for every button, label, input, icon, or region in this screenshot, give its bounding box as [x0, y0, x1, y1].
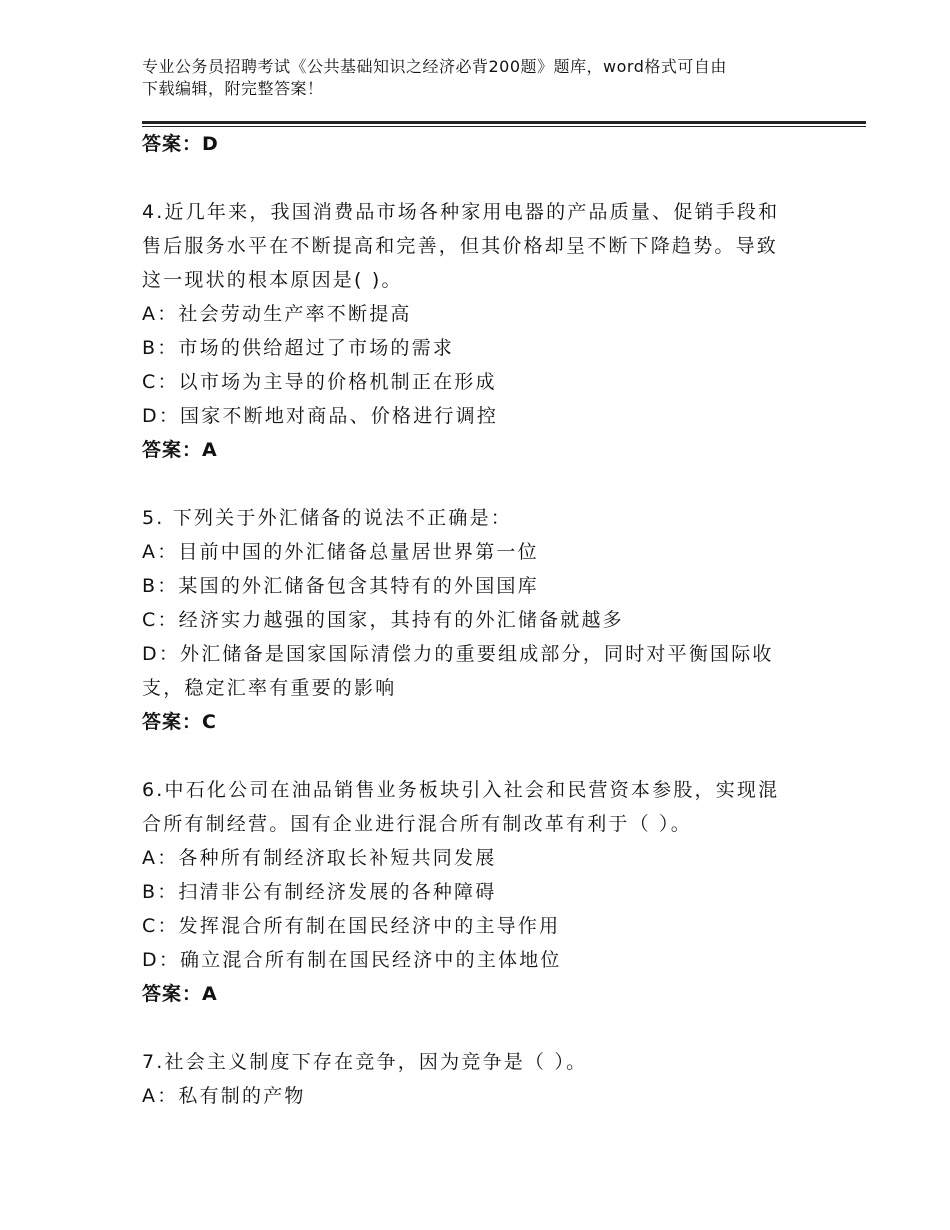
- option-a: A：各种所有制经济取长补短共同发展: [142, 847, 497, 869]
- document-header: [142, 56, 802, 100]
- question-stem-line: 6.中石化公司在油品销售业务板块引入社会和民营资本参股，实现混: [142, 779, 780, 801]
- option-a: A：目前中国的外汇储备总量居世界第一位: [142, 541, 539, 563]
- answer-q3: 答案：D: [142, 133, 219, 155]
- option-c: C：以市场为主导的价格机制正在形成: [142, 371, 497, 393]
- option-a: A：私有制的产物: [142, 1085, 306, 1107]
- header-line-1: 专业公务员招聘考试《公共基础知识之经济必背200题》题库，word格式可自由: [142, 57, 727, 76]
- spacer: [142, 739, 832, 773]
- option-d-continued: 支，稳定汇率有重要的影响: [142, 677, 397, 699]
- question-4: [142, 195, 832, 467]
- option-b: B：市场的供给超过了市场的需求: [142, 337, 455, 359]
- header-divider-thick: [142, 121, 866, 124]
- option-d: D：确立混合所有制在国民经济中的主体地位: [142, 949, 562, 971]
- question-stem-line: 7.社会主义制度下存在竞争，因为竞争是（ ）。: [142, 1051, 588, 1073]
- option-b: B：扫清非公有制经济发展的各种障碍: [142, 881, 497, 903]
- question-stem-line: 合所有制经营。国有企业进行混合所有制改革有利于（ ）。: [142, 813, 692, 835]
- spacer: [142, 161, 832, 195]
- option-d: D：国家不断地对商品、价格进行调控: [142, 405, 499, 427]
- question-stem-line: 售后服务水平在不断提高和完善，但其价格却呈不断下降趋势。导致: [142, 235, 779, 257]
- answer-q5: 答案：C: [142, 711, 217, 733]
- question-list: [142, 127, 832, 1113]
- question-stem-line: 4.近几年来，我国消费品市场各种家用电器的产品质量、促销手段和: [142, 201, 780, 223]
- question-7: [142, 1045, 832, 1113]
- option-c: C：经济实力越强的国家，其持有的外汇储备就越多: [142, 609, 624, 631]
- question-6: [142, 773, 832, 1011]
- spacer: [142, 1011, 832, 1045]
- header-line-2: 下载编辑，附完整答案！: [142, 79, 324, 98]
- option-d: D：外汇储备是国家国际清偿力的重要组成部分，同时对平衡国际收: [142, 643, 774, 665]
- spacer: [142, 467, 832, 501]
- option-c: C：发挥混合所有制在国民经济中的主导作用: [142, 915, 561, 937]
- option-a: A：社会劳动生产率不断提高: [142, 303, 412, 325]
- answer-q6: 答案：A: [142, 983, 218, 1005]
- answer-q4: 答案：A: [142, 439, 218, 461]
- option-b: B：某国的外汇储备包含其特有的外国国库: [142, 575, 539, 597]
- question-5: [142, 501, 832, 739]
- question-stem-line: 5. 下列关于外汇储备的说法不正确是：: [142, 507, 512, 529]
- question-stem-line: 这一现状的根本原因是( )。: [142, 269, 403, 291]
